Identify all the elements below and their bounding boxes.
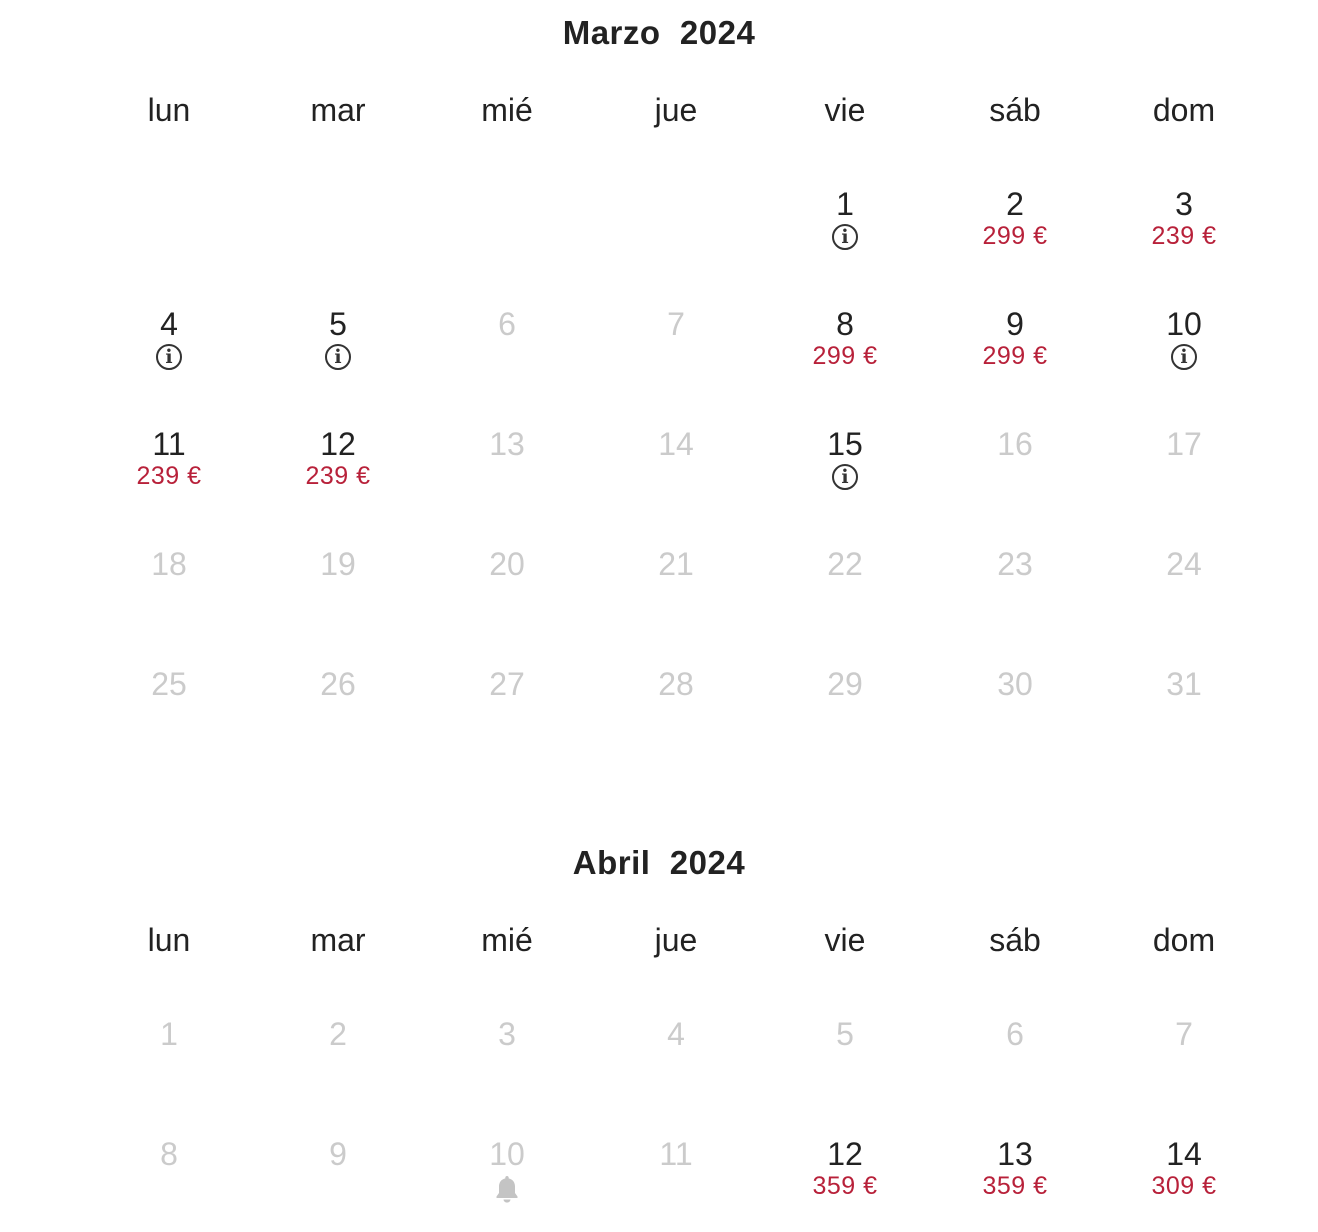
day-cell	[770, 664, 920, 764]
weekday-header	[0, 92, 1318, 132]
day-cell	[601, 544, 751, 644]
day-number: 10	[1166, 306, 1202, 342]
day-number: 16	[997, 426, 1033, 462]
weekday-sat: sáb	[989, 922, 1041, 958]
day-cell	[601, 304, 751, 404]
day-number: 9	[329, 1136, 347, 1172]
day-cell	[770, 544, 920, 644]
day-number: 23	[997, 546, 1033, 582]
day-number: 28	[658, 666, 694, 702]
info-icon[interactable]: i	[832, 224, 858, 250]
day-number: 18	[151, 546, 187, 582]
day-number: 21	[658, 546, 694, 582]
weekday-tue: mar	[310, 92, 366, 128]
day-cell[interactable]	[770, 1134, 920, 1232]
weekday-thu: jue	[654, 92, 698, 128]
info-icon[interactable]: i	[156, 344, 182, 370]
day-cell	[263, 1014, 413, 1114]
day-number: 11	[152, 426, 186, 462]
day-number: 24	[1166, 546, 1202, 582]
day-number: 11	[659, 1136, 693, 1172]
day-number: 26	[320, 666, 356, 702]
day-price: 359 €	[982, 1172, 1048, 1200]
day-number: 30	[997, 666, 1033, 702]
day-cell[interactable]	[770, 424, 920, 524]
day-number: 25	[151, 666, 187, 702]
day-number: 2	[1006, 186, 1024, 222]
day-number: 7	[1175, 1016, 1193, 1052]
weekday-wed: mié	[481, 92, 533, 128]
day-price: 239 €	[1151, 222, 1217, 250]
info-icon[interactable]: i	[832, 464, 858, 490]
day-cell	[263, 1134, 413, 1232]
day-cell	[1109, 664, 1259, 764]
day-number: 17	[1166, 426, 1202, 462]
day-cell[interactable]	[940, 1134, 1090, 1232]
day-number: 14	[658, 426, 694, 462]
day-number: 2	[329, 1016, 347, 1052]
day-cell	[94, 1014, 244, 1114]
day-number: 12	[827, 1136, 863, 1172]
day-cell	[601, 664, 751, 764]
day-cell[interactable]	[263, 424, 413, 524]
info-icon[interactable]: i	[1171, 344, 1197, 370]
day-number: 29	[827, 666, 863, 702]
day-cell	[263, 664, 413, 764]
day-cell	[940, 424, 1090, 524]
weekday-sat: sáb	[989, 92, 1041, 128]
day-cell[interactable]	[770, 304, 920, 404]
day-cell	[432, 424, 582, 524]
day-cell	[1109, 1014, 1259, 1114]
weekday-thu: jue	[654, 922, 698, 958]
day-price: 239 €	[136, 462, 202, 490]
day-cell	[940, 664, 1090, 764]
day-cell[interactable]	[940, 184, 1090, 284]
day-number: 14	[1166, 1136, 1202, 1172]
day-number: 13	[489, 426, 525, 462]
day-cell	[94, 544, 244, 644]
day-number: 7	[667, 306, 685, 342]
day-number: 5	[836, 1016, 854, 1052]
day-number: 12	[320, 426, 356, 462]
day-number: 6	[498, 306, 516, 342]
day-cell	[432, 544, 582, 644]
weekday-mon: lun	[147, 92, 191, 128]
day-cell[interactable]	[770, 184, 920, 284]
day-number: 20	[489, 546, 525, 582]
day-cell	[1109, 544, 1259, 644]
day-number: 1	[160, 1016, 178, 1052]
day-cell	[601, 424, 751, 524]
bell-icon[interactable]	[493, 1174, 521, 1204]
day-cell	[940, 1014, 1090, 1114]
day-number: 1	[836, 186, 854, 222]
day-price: 309 €	[1151, 1172, 1217, 1200]
weekday-wed: mié	[481, 922, 533, 958]
day-price: 299 €	[982, 222, 1048, 250]
day-number: 27	[489, 666, 525, 702]
weekday-sun: dom	[1152, 922, 1216, 958]
day-number: 10	[489, 1136, 525, 1172]
day-number: 5	[329, 306, 347, 342]
day-cell[interactable]	[1109, 1134, 1259, 1232]
day-cell	[432, 1014, 582, 1114]
weekday-tue: mar	[310, 922, 366, 958]
weekday-fri: vie	[824, 92, 866, 128]
day-number: 19	[320, 546, 356, 582]
day-number: 3	[498, 1016, 516, 1052]
day-cell	[601, 1014, 751, 1114]
day-cell	[601, 1134, 751, 1232]
day-cell	[263, 544, 413, 644]
day-cell	[94, 1134, 244, 1232]
day-number: 8	[160, 1136, 178, 1172]
day-number: 13	[997, 1136, 1033, 1172]
weekday-sun: dom	[1152, 92, 1216, 128]
day-price: 299 €	[812, 342, 878, 370]
day-price: 239 €	[305, 462, 371, 490]
day-number: 6	[1006, 1016, 1024, 1052]
day-cell	[1109, 424, 1259, 524]
info-icon[interactable]: i	[325, 344, 351, 370]
month-title: Marzo 2024	[562, 14, 756, 51]
day-number: 3	[1175, 186, 1193, 222]
day-cell	[432, 304, 582, 404]
day-cell[interactable]	[1109, 184, 1259, 284]
day-cell	[432, 664, 582, 764]
day-number: 15	[827, 426, 863, 462]
month-title: Abril 2024	[572, 844, 746, 881]
day-number: 22	[827, 546, 863, 582]
weekday-header	[0, 922, 1318, 962]
day-cell	[94, 664, 244, 764]
day-price: 299 €	[982, 342, 1048, 370]
day-cell[interactable]	[94, 304, 244, 404]
day-number: 4	[160, 306, 178, 342]
day-number: 4	[667, 1016, 685, 1052]
day-number: 9	[1006, 306, 1024, 342]
day-cell	[770, 1014, 920, 1114]
day-cell	[940, 544, 1090, 644]
weekday-mon: lun	[147, 922, 191, 958]
day-cell[interactable]	[263, 304, 413, 404]
day-number: 8	[836, 306, 854, 342]
weekday-fri: vie	[824, 922, 866, 958]
day-cell[interactable]	[94, 424, 244, 524]
day-cell[interactable]	[940, 304, 1090, 404]
day-price: 359 €	[812, 1172, 878, 1200]
day-cell	[432, 1134, 582, 1232]
day-cell[interactable]	[1109, 304, 1259, 404]
day-number: 31	[1166, 666, 1202, 702]
